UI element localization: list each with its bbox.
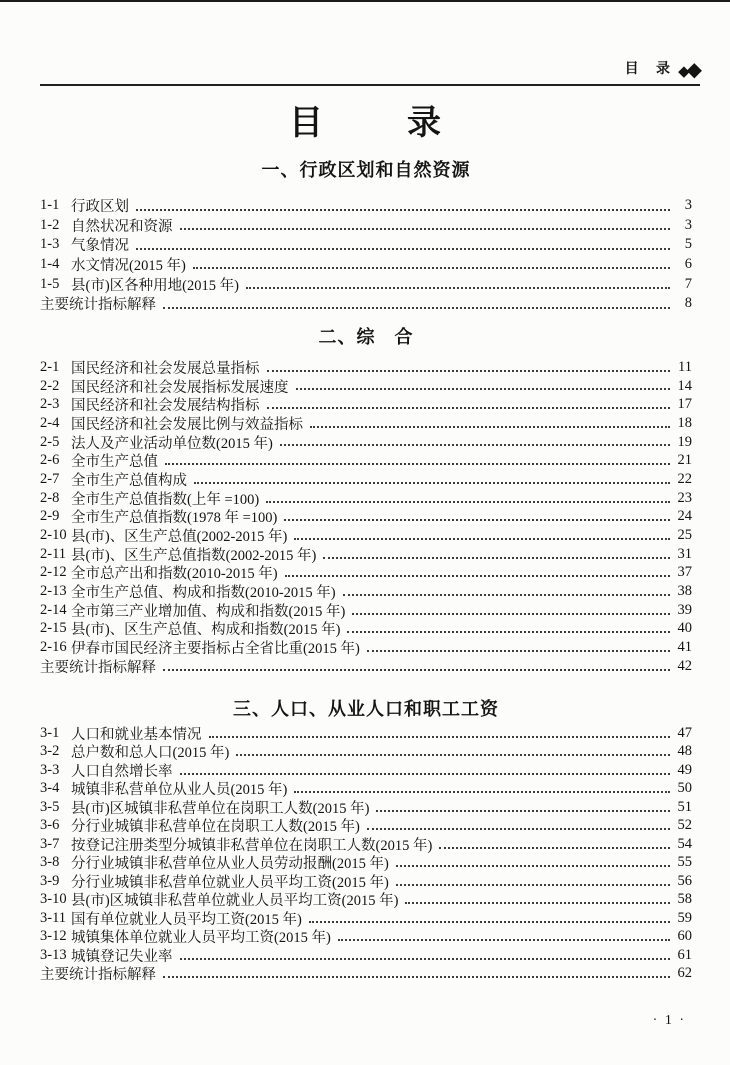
entry-title: 分行业城镇非私营单位从业人员劳动报酬(2015 年) (71, 856, 389, 873)
entry-title: 全市生产总值指数(上年 =100) (71, 491, 260, 508)
entry-title: 国有单位就业人员平均工资(2015 年) (71, 911, 302, 928)
entry-title: 国民经济和社会发展指标发展速度 (71, 379, 289, 396)
entry-number: 3-11 (40, 909, 67, 926)
dot-leader (246, 274, 670, 294)
toc-list (40, 358, 692, 676)
entry-title: 主要统计指标解释 (40, 967, 156, 984)
entry-number: 2-5 (40, 433, 60, 450)
entry-page: 8 (684, 295, 692, 312)
entry-page: 19 (677, 433, 692, 450)
toc-list (40, 196, 692, 314)
dot-leader (367, 817, 670, 836)
entry-number: 3-7 (40, 835, 60, 852)
entry-title: 人口和就业基本情况 (71, 726, 202, 743)
entry-number: 3-9 (40, 872, 60, 889)
section-heading: 二、综 合 (318, 327, 414, 347)
entry-title: 行政区划 (71, 199, 129, 216)
dot-leader (266, 489, 670, 508)
entry-number: 3-1 (40, 724, 60, 741)
entry-number: 2-8 (40, 489, 60, 506)
entry-number: 1-5 (40, 275, 60, 292)
toc-row (40, 928, 692, 947)
entry-number: 1-4 (40, 256, 60, 273)
entry-number: 2-10 (40, 527, 67, 544)
dot-leader (180, 216, 671, 236)
dot-leader (405, 891, 670, 910)
entry-page: 14 (677, 377, 692, 394)
entry-page: 23 (677, 489, 692, 506)
toc-row (40, 724, 692, 743)
dot-leader (352, 601, 670, 620)
entry-title: 主要统计指标解释 (40, 297, 156, 314)
toc-row (40, 965, 692, 984)
dot-leader (180, 946, 671, 965)
dot-leader (180, 761, 671, 780)
entry-page: 38 (677, 583, 692, 600)
entry-number: 3-6 (40, 817, 60, 834)
toc-row (40, 433, 692, 452)
entry-title: 县(市)、区生产总值指数(2002-2015 年) (71, 547, 317, 564)
diamond-icon-small: ◆ (678, 63, 690, 80)
dot-leader (347, 620, 670, 639)
entry-number: 3-8 (40, 854, 60, 871)
dot-leader (136, 235, 670, 255)
entry-number: 2-9 (40, 508, 60, 525)
entry-title: 全市第三产业增加值、构成和指数(2015 年) (71, 603, 346, 620)
entry-number: 1-3 (40, 236, 60, 253)
toc-row (40, 657, 692, 676)
toc-row (40, 508, 692, 527)
entry-number: 2-14 (40, 601, 67, 618)
entry-page: 7 (684, 275, 692, 292)
dot-leader (209, 724, 671, 743)
toc-row (40, 255, 692, 275)
entry-page: 56 (677, 872, 692, 889)
toc-row (40, 489, 692, 508)
entry-page: 40 (677, 620, 692, 637)
entry-page: 5 (684, 236, 692, 253)
entry-number: 2-1 (40, 358, 60, 375)
toc-row (40, 216, 692, 236)
entry-title: 人口自然增长率 (71, 763, 173, 780)
entry-title: 城镇集体单位就业人员平均工资(2015 年) (71, 930, 331, 947)
entry-page: 60 (677, 928, 692, 945)
page-title-char-right: 录 (407, 105, 441, 142)
dot-leader (310, 414, 670, 433)
toc-row (40, 274, 692, 294)
toc-row (40, 854, 692, 873)
entry-page: 51 (677, 798, 692, 815)
entry-page: 17 (677, 396, 692, 413)
entry-page: 52 (677, 817, 692, 834)
entry-title: 全市生产总值 (71, 454, 158, 471)
entry-title: 县(市)区城镇非私营单位就业人员平均工资(2015 年) (71, 893, 399, 910)
running-header-title: 目 录 (624, 62, 678, 78)
dot-leader (193, 255, 670, 275)
entry-page: 18 (677, 414, 692, 431)
toc-row (40, 946, 692, 965)
dot-leader (367, 638, 670, 657)
toc-row (40, 743, 692, 762)
toc-row (40, 294, 692, 314)
toc-row (40, 798, 692, 817)
entry-page: 37 (677, 564, 692, 581)
dot-leader (439, 835, 670, 854)
entry-page: 39 (677, 601, 692, 618)
entry-number: 2-11 (40, 545, 67, 562)
toc-row (40, 358, 692, 377)
entry-number: 3-5 (40, 798, 60, 815)
entry-title: 城镇非私营单位从业人员(2015 年) (71, 782, 288, 799)
toc-row (40, 545, 692, 564)
dot-leader (267, 395, 671, 414)
entry-title: 县(市)区各种用地(2015 年) (71, 277, 239, 294)
entry-number: 2-16 (40, 639, 67, 656)
dot-leader (285, 564, 670, 583)
entry-title: 国民经济和社会发展总量指标 (71, 360, 260, 377)
dot-leader (323, 545, 670, 564)
page-footer (653, 1013, 686, 1029)
toc-row (40, 235, 692, 255)
dot-leader (163, 965, 670, 984)
entry-title: 主要统计指标解释 (40, 659, 156, 676)
toc-row (40, 620, 692, 639)
dot-leader (236, 743, 670, 762)
entry-title: 全市生产总值指数(1978 年 =100) (71, 510, 278, 527)
entry-number: 2-2 (40, 377, 60, 394)
entry-page: 6 (684, 256, 692, 273)
entry-title: 国民经济和社会发展结构指标 (71, 398, 260, 415)
entry-title: 县(市)、区生产总值(2002-2015 年) (71, 529, 288, 546)
dot-leader (296, 377, 671, 396)
entry-number: 1-1 (40, 197, 60, 214)
toc-row (40, 451, 692, 470)
toc-row (40, 601, 692, 620)
entry-number: 2-6 (40, 452, 60, 469)
entry-number: 3-3 (40, 761, 60, 778)
page-title-char-left: 目 (289, 105, 323, 142)
entry-number: 3-4 (40, 780, 60, 797)
dot-leader (284, 508, 670, 527)
entry-page: 25 (677, 527, 692, 544)
toc-row (40, 414, 692, 433)
entry-number: 3-2 (40, 743, 60, 760)
entry-title: 县(市)、区生产总值、构成和指数(2015 年) (71, 622, 341, 639)
entry-page: 59 (677, 909, 692, 926)
entry-page: 54 (677, 835, 692, 852)
dot-leader (280, 433, 670, 452)
entry-number: 2-7 (40, 470, 60, 487)
entry-title: 气象情况 (71, 238, 129, 255)
entry-title: 按登记注册类型分城镇非私营单位在岗职工人数(2015 年) (71, 837, 433, 854)
entry-page: 50 (677, 780, 692, 797)
entry-page: 24 (677, 508, 692, 525)
entry-page: 62 (677, 965, 692, 982)
entry-title: 国民经济和社会发展比例与效益指标 (71, 416, 303, 433)
entry-title: 县(市)区城镇非私营单位在岗职工人数(2015 年) (71, 800, 370, 817)
entry-page: 58 (677, 891, 692, 908)
dot-leader (194, 470, 670, 489)
entry-page: 31 (677, 545, 692, 562)
toc-list (40, 724, 692, 983)
entry-page: 41 (677, 639, 692, 656)
entry-page: 22 (677, 470, 692, 487)
diamond-icon-large: ◆ (686, 59, 702, 81)
dot-leader (396, 872, 670, 891)
toc-row (40, 780, 692, 799)
entry-page: 61 (677, 946, 692, 963)
entry-title: 水文情况(2015 年) (71, 258, 186, 275)
toc-row (40, 377, 692, 396)
entry-title: 全市总产出和指数(2010-2015 年) (71, 566, 278, 583)
entry-number: 3-13 (40, 946, 67, 963)
toc-row (40, 835, 692, 854)
entry-number: 3-10 (40, 891, 67, 908)
entry-number: 3-12 (40, 928, 67, 945)
entry-title: 城镇登记失业率 (71, 948, 173, 965)
footer-page-number: · 1 · (652, 1013, 686, 1028)
toc-row (40, 872, 692, 891)
toc-row (40, 526, 692, 545)
dot-leader (396, 854, 670, 873)
toc-row (40, 564, 692, 583)
toc-row (40, 196, 692, 216)
entry-title: 全市生产总值构成 (71, 472, 187, 489)
entry-page: 55 (677, 854, 692, 871)
toc-row (40, 638, 692, 657)
entry-title: 分行业城镇非私营单位就业人员平均工资(2015 年) (71, 874, 389, 891)
toc-row (40, 817, 692, 836)
dot-leader (343, 582, 670, 601)
entry-page: 42 (677, 657, 692, 674)
entry-number: 2-13 (40, 583, 67, 600)
dot-leader (163, 294, 670, 314)
dot-leader (294, 526, 670, 545)
entry-title: 全市生产总值、构成和指数(2010-2015 年) (71, 585, 336, 602)
toc-section (40, 697, 692, 983)
toc-row (40, 909, 692, 928)
entry-page: 49 (677, 761, 692, 778)
dot-leader (294, 780, 670, 799)
entry-title: 法人及产业活动单位数(2015 年) (71, 435, 273, 452)
toc-row (40, 891, 692, 910)
entry-number: 1-2 (40, 216, 60, 233)
section-heading: 三、人口、从业人口和职工工资 (233, 699, 499, 719)
entry-title: 伊春市国民经济主要指标占全省比重(2015 年) (71, 641, 360, 658)
toc-row (40, 761, 692, 780)
toc-row (40, 470, 692, 489)
entry-page: 11 (678, 358, 692, 375)
toc-row (40, 395, 692, 414)
dot-leader (267, 358, 671, 377)
dot-leader (376, 798, 670, 817)
section-heading: 一、行政区划和自然资源 (261, 160, 471, 180)
entry-number: 2-3 (40, 396, 60, 413)
toc-section (40, 325, 692, 676)
entry-number: 2-15 (40, 620, 67, 637)
toc-section (40, 158, 692, 314)
entry-page: 47 (677, 724, 692, 741)
entry-page: 3 (684, 197, 692, 214)
entry-number: 2-12 (40, 564, 67, 581)
dot-leader (136, 196, 670, 216)
dot-leader (338, 928, 670, 947)
dot-leader (165, 451, 670, 470)
entry-page: 21 (677, 452, 692, 469)
entry-number: 2-4 (40, 414, 60, 431)
toc-row (40, 582, 692, 601)
entry-page: 48 (677, 743, 692, 760)
dot-leader (163, 657, 670, 676)
entry-title: 自然状况和资源 (71, 218, 173, 235)
entry-title: 总户数和总人口(2015 年) (71, 745, 230, 762)
dot-leader (309, 909, 670, 928)
entry-page: 3 (684, 216, 692, 233)
entry-title: 分行业城镇非私营单位在岗职工人数(2015 年) (71, 819, 360, 836)
